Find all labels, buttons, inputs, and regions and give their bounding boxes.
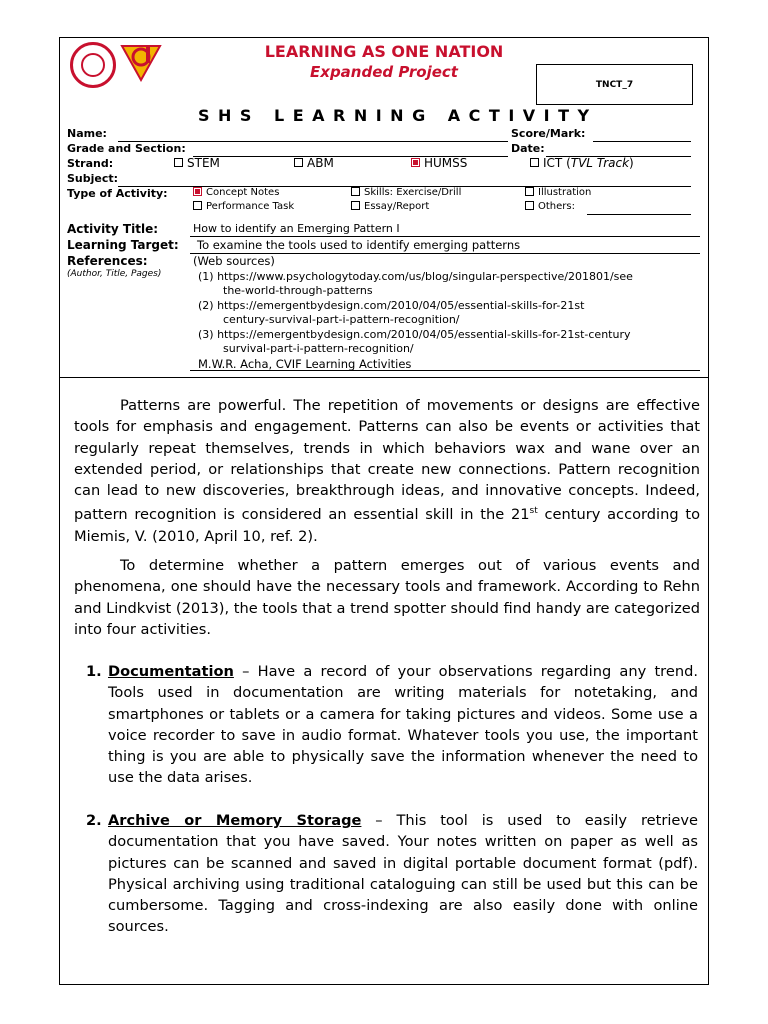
reference-1-cont[interactable]: the-world-through-patterns <box>223 284 373 297</box>
type-skills[interactable]: Skills: Exercise/Drill <box>351 187 461 198</box>
others-field[interactable] <box>587 214 691 215</box>
score-field[interactable] <box>593 141 691 142</box>
checkbox-icon <box>174 158 183 167</box>
subject-label: Subject: <box>67 172 119 185</box>
strand-humss[interactable]: HUMSS <box>411 156 467 170</box>
learning-target-label: Learning Target: <box>67 238 179 252</box>
type-concept-notes[interactable]: Concept Notes <box>193 187 279 198</box>
activity-title-line <box>190 236 700 237</box>
checked-checkbox-icon <box>193 187 202 196</box>
strand-ict[interactable]: ICT (TVL Track) <box>530 156 634 170</box>
type-performance-task[interactable]: Performance Task <box>193 201 294 212</box>
reference-2[interactable]: (2) https://emergentbydesign.com/2010/04/05/essential-skills-for-21st <box>198 299 585 312</box>
divider <box>59 377 709 378</box>
list-item-archive: 2. Archive or Memory Storage – This tool is used to easily retrieve documentation that you have saved. Your notes written on paper as well as pictures can be scanned and saved in digital portable document format (pdf). Physical archiving using traditional cataloguing can still be used but this can be cumbersome. Tagging and cross-indexing are also easily done with online sources. <box>86 812 698 936</box>
activity-title-label: Activity Title: <box>67 222 159 236</box>
grade-label: Grade and Section: <box>67 142 186 155</box>
checkbox-icon <box>351 201 360 210</box>
type-illustration[interactable]: Illustration <box>525 187 591 198</box>
type-others[interactable]: Others: <box>525 201 575 212</box>
checkbox-icon <box>525 187 534 196</box>
activity-code: TNCT_7 <box>536 64 693 105</box>
program-subtitle: Expanded Project <box>310 63 458 81</box>
references-line <box>190 370 700 371</box>
date-label: Date: <box>511 142 545 155</box>
reference-3[interactable]: (3) https://emergentbydesign.com/2010/04/05/essential-skills-for-21st-century <box>198 328 631 341</box>
references-intro: (Web sources) <box>193 254 275 268</box>
paragraph-2: To determine whether a pattern emerges out of various events and phenomena, one should have the necessary tools and framework. According to Rehn and Lindkvist (2013), the tools that a trend spotter should find handy are categorized into four activities. <box>74 557 700 638</box>
checkbox-icon <box>193 201 202 210</box>
reference-1[interactable]: (1) https://www.psychologytoday.com/us/blog/singular-perspective/201801/see <box>198 270 633 283</box>
list-item-documentation: 1. Documentation – Have a record of your observations regarding any trend. Tools used in documentation are writing materials for notetaking, and smartphones or tablets or a camera for taking pictures and videos. Some use a voice recorder to save in audio format. Whatever tools you use, the important thing is you are able to physically save the information whenever the need to use the data arises. <box>86 663 698 787</box>
name-label: Name: <box>67 127 107 140</box>
reference-author: M.W.R. Acha, CVIF Learning Activities <box>198 357 412 371</box>
strand-abm[interactable]: ABM <box>294 156 334 170</box>
score-label: Score/Mark: <box>511 127 586 140</box>
reference-3-cont[interactable]: survival-part-i-pattern-recognition/ <box>223 342 414 355</box>
learning-target-value: To examine the tools used to identify emerging patterns <box>197 238 521 252</box>
checkbox-icon <box>294 158 303 167</box>
reference-2-cont[interactable]: century-survival-part-i-pattern-recognition/ <box>223 313 460 326</box>
activity-title-value: How to identify an Emerging Pattern I <box>193 222 400 235</box>
strand-stem[interactable]: STEM <box>174 156 220 170</box>
activity-heading: SHS LEARNING ACTIVITY <box>198 106 598 125</box>
type-essay-report[interactable]: Essay/Report <box>351 201 429 212</box>
checkbox-icon <box>525 201 534 210</box>
type-label: Type of Activity: <box>67 187 168 200</box>
checkbox-icon <box>530 158 539 167</box>
strand-label: Strand: <box>67 157 114 170</box>
checked-checkbox-icon <box>411 158 420 167</box>
references-note: (Author, Title, Pages) <box>67 269 162 279</box>
checkbox-icon <box>351 187 360 196</box>
references-label: References: <box>67 254 148 268</box>
program-title: LEARNING AS ONE NATION <box>264 42 504 61</box>
paragraph-1: Patterns are powerful. The repetition of movements or designs are effective tools for emphasis and engagement. Patterns can also be events or activities that regularly repeat themselves, trends in which behaviors wax and wane over an extended period, or relationships that create new connections. Pattern recognition can lead to new discoveries, breakthrough ideas, and innovative concepts. Indeed, pattern recognition is considered an essential skill in the 21st century according to Miemis, V. (2010, April 10, ref. 2). <box>74 397 700 545</box>
